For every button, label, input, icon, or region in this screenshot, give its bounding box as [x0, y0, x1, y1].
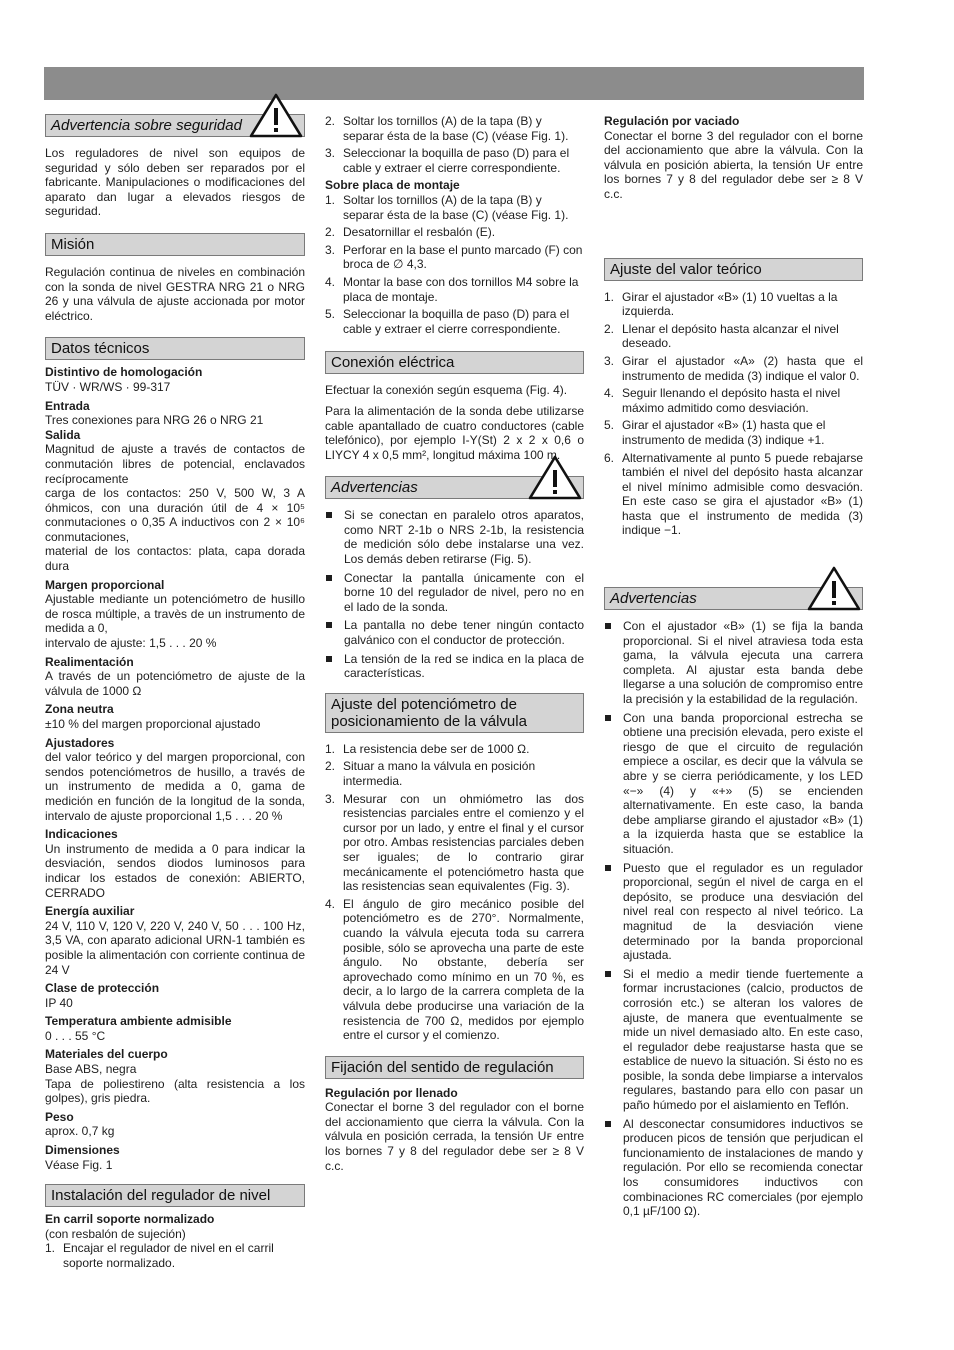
- list-item: 5. Girar el ajustador «B» (1) hasta que el instrumento de medida (3) indique +1.: [604, 418, 826, 447]
- section-heading-install: [45, 1184, 305, 1207]
- warnings-list-2: [604, 619, 863, 1219]
- heading-text: Misión: [51, 235, 95, 253]
- heading-text: Advertencias: [331, 479, 418, 497]
- heading-text: Fijación del sentido de regulación: [331, 1058, 554, 1076]
- list-item: La pantalla no debe tener ningún contacto galvánico con el conductor de protección.: [325, 618, 584, 647]
- heading-text: Advertencias: [610, 590, 697, 608]
- drain-subheading: Regulación por vaciado: [604, 114, 740, 128]
- spec-label: Realimentación: [45, 654, 134, 669]
- section-heading-setpoint: [604, 258, 863, 281]
- list-item: 3. Mesurar con un ohmiómetro las dos resistencias parciales entre el comienzo y el cursor por un lado, y entre el final y el cursor por otro. Ambas resistencias parciales deben ser iguales; de lo contrario girar mecánicamente el potenciómetro hasta que las resistencias sean equivalentes (Fig. 3).: [325, 791, 584, 894]
- spec-label: Temperatura ambiente admisible: [45, 1014, 232, 1029]
- safety-text: Los reguladores de nivel son equipos de seguridad y sólo deben ser reparados por el fabricante. Manipulaciones o modificaciones del aparato dan lugar a elevados riesgos de seguridad.: [45, 146, 305, 219]
- plate-steps: [325, 193, 584, 336]
- heading-text: Datos técnicos: [51, 340, 150, 358]
- list-item: 4. El ángulo de giro mecánico posible del potenciómetro es de 270°. Normalmente, cuando la válvula ejecuta toda su carrera posible, sólo se aprovecha una parte de este ángulo. No obstante, debería ser aprovechado como mínimo en un 70 %, es decir, a lo largo de la carrera completa de la válvula debe producirse una variación de la resistencia de 700 Ω, medidos por ejemplo entre el cursor y el comienzo.: [325, 896, 584, 1043]
- spec-value: Un instrumento de medida a 0 para indicar la desviación, sendos diodos luminosos para indicar los estados de conexión: ABIERTO, CERRADO: [45, 841, 305, 900]
- heading-text: Instalación del regulador de nivel: [51, 1187, 271, 1205]
- install-subheading: En carril soporte normalizado: [45, 1212, 215, 1227]
- list-item: 6. Alternativamente al punto 5 puede rebajarse también el nivel del depósito hasta alcanzar el nivel mínimo admisible como desvación. En este caso se gira el ajustador «B» (1) hasta que el instrumento de medida (3) indique −1.: [604, 450, 863, 538]
- warning-triangle-icon: [806, 565, 862, 611]
- list-item: 2. Soltar los tornillos (A) de la tapa (B) y separar ésta de la base (C) (véase Fig. 1).: [325, 114, 569, 143]
- spec-value: intervalo de ajuste: 1,5 . . . 20 %: [45, 636, 217, 651]
- list-item: 4. Montar la base con dos tornillos M4 sobre la placa de montaje.: [325, 274, 579, 304]
- spec-value: Tapa de poliestireno (alta resistencia a los golpes), gris piedra.: [45, 1076, 305, 1106]
- warning-triangle-icon: [248, 92, 304, 138]
- section-heading-potentiometer: [325, 693, 584, 733]
- section-heading-mission: [45, 233, 305, 256]
- warning-triangle-icon: [527, 454, 583, 500]
- spec-value: Véase Fig. 1: [45, 1157, 113, 1172]
- direction-text: Conectar el borne 3 del regulador con el borne del accionamiento que cierra la válvula. Con la válvula en posición cerrada, la tensión Uꜰ entre los bornes 7 y 8 del regulador debe ser ≥ 8 V c.c.: [325, 1100, 584, 1173]
- heading-text: Ajuste del valor teórico: [610, 260, 762, 278]
- electric-text-2: Para la alimentación de la sonda debe utilizarse cable apantallado de cuatro conductores (cable telefónico), por ejemplo I-Y(St) 2 x 2 x 0,6 o LIYCY 4 x 0,5 mm², longitud máxima 100 m.: [325, 403, 584, 462]
- list-item: 1. Encajar el regulador de nivel en el carril soporte normalizado.: [45, 1241, 274, 1270]
- spec-label: Energía auxiliar: [45, 904, 135, 919]
- list-item: Si se conectan en paralelo otros aparatos, como NRT 2-1b o NRS 2-1b, la resistencia de medición sólo debe instalarse una vez. Los demás deben retirarse (Fig. 5).: [325, 508, 584, 566]
- spec-value: carga de los contactos: 250 V, 500 W, 3 A óhmicos, con una duración útil de 4 × 10⁵ conmutaciones o 0,35 A inductivos con 2 × 10⁶ conmutaciones,: [45, 486, 305, 544]
- spec-label: Dimensiones: [45, 1143, 120, 1158]
- spec-value: Magnitud de ajuste a través de contactos de conmutación libres de potencial, enclavados recíprocamente: [45, 442, 305, 486]
- list-item: 1. Soltar los tornillos (A) de la tapa (B) y separar ésta de la base (C) (véase Fig. 1).: [325, 192, 569, 222]
- list-item: 3. Perforar en la base el punto marcado (F) con broca de ∅ 4,3.: [325, 242, 583, 272]
- potentiometer-steps: [325, 742, 584, 1043]
- list-item: Al desconectar consumidores inductivos se producen picos de tensión que perjudican el funcionamiento de instalaciones de mando y regulación. Por ello se recomienda conectar los consumidores inductivos con combinaciones RC comerciales (por ejemplo 0,1 µF/100 Ω).: [604, 1117, 863, 1219]
- spec-value: del valor teórico y del margen proporcional, con sendos potenciómetros de husillo, a través de un instrumento de medida a 0, gama de medición en función de la longitud de la sonda, intervalo de ajuste proporcional 1,5 . . . 20 %: [45, 750, 305, 823]
- section-heading-tech: [45, 337, 305, 360]
- spec-value: material de los contactos: plata, capa dorada dura: [45, 544, 305, 574]
- section-heading-warnings: [325, 476, 584, 499]
- list-item: 3. Seleccionar la boquilla de paso (D) para el cable y extraer el cierre correspondiente.: [325, 146, 570, 175]
- plate-subheading: Sobre placa de montaje: [325, 178, 460, 193]
- spec-label: Distintivo de homologación: [45, 365, 203, 380]
- spec-label: Indicaciones: [45, 827, 118, 842]
- warnings-list: [325, 508, 584, 681]
- spec-value: 24 V, 110 V, 120 V, 220 V, 240 V, 50 . . . 100 Hz, 3,5 VA, con aparato adicional URN-1 también es posible la alimentación con corriente continua de 24 V: [45, 918, 305, 977]
- column-3: [604, 114, 863, 1223]
- column-2: [325, 114, 584, 1173]
- list-item: 2. Llenar el depósito hasta alcanzar el nivel deseado.: [604, 321, 839, 351]
- spec-label: Materiales del cuerpo: [45, 1047, 168, 1062]
- spec-value: Tres conexiones para NRG 26 o NRG 21: [45, 413, 264, 428]
- heading-text: Conexión eléctrica: [331, 354, 455, 372]
- section-heading-electric: [325, 351, 584, 374]
- mission-text: Regulación continua de niveles en combinación con la sonda de nivel GESTRA NRG 21 o NRG 26 y una válvula de ajuste accionada por motor eléctrico.: [45, 264, 305, 323]
- section-heading-warnings-2: [604, 587, 863, 610]
- spec-label: Ajustadores: [45, 735, 115, 750]
- spec-value: Ajustable mediante un potenciómetro de husillo de rosca múltiple, a travès de un instrumento de medida a 0,: [45, 592, 305, 636]
- spec-label: Peso: [45, 1109, 74, 1124]
- list-item: 2. Situar a mano la válvula en posición intermedia.: [325, 759, 536, 788]
- spec-label: Entrada: [45, 398, 90, 413]
- install-note: (con resbalón de sujeción): [45, 1226, 186, 1241]
- spec-label: Zona neutra: [45, 702, 114, 717]
- electric-text-1: Efectuar la conexión según esquema (Fig. 4).: [325, 383, 568, 398]
- spec-value: Base ABS, negra: [45, 1062, 137, 1077]
- page-header-bar: [44, 67, 864, 100]
- section-heading-safety: [45, 114, 305, 137]
- install-steps: [45, 1241, 305, 1270]
- list-item: Con el ajustador «B» (1) se fija la banda proporcional. Si el nivel atraviesa toda esta gama, la válvula ejecuta una carrera completa. Al ajustar esta banda debe llegarse a una solución de compromiso entre la precisión y la estabilidad de la regulación.: [604, 619, 863, 707]
- list-item: 1. Girar el ajustador «B» (1) 10 vueltas a la izquierda.: [604, 289, 838, 319]
- spec-value: A través de un potenciómetro de ajuste de la válvula de 1000 Ω: [45, 669, 305, 698]
- spec-value: aprox. 0,7 kg: [45, 1124, 115, 1139]
- tech-data-list: [45, 365, 305, 1172]
- list-item: 2. Desatornillar el resbalón (E).: [325, 225, 496, 240]
- list-item: 1. La resistencia debe ser de 1000 Ω.: [325, 741, 530, 756]
- list-item: 5. Seleccionar la boquilla de paso (D) para el cable y extraer el cierre correspondiente.: [325, 307, 570, 336]
- direction-subheading: Regulación por llenado: [325, 1085, 458, 1100]
- list-item: Con una banda proporcional estrecha se obtiene una precisión elevada, pero existe el riesgo de que el circuito de regulación empiece a oscilar, es decir que la válvula se abre y se cierra periódicamente, y los LED «−» (4) y «+» (5) se encienden alternativamente. En este caso, la banda debe ampliarse girando el ajustador «B» (1) a la izquierda hasta que se establice la situación.: [604, 711, 863, 857]
- spec-value: IP 40: [45, 995, 73, 1010]
- spec-label: Salida: [45, 427, 81, 442]
- list-item: 3. Girar el ajustador «A» (2) hasta que el instrumento de medida (3) indique el valor 0.: [604, 353, 863, 383]
- list-item: Si el medio a medir tiende fuertemente a formar incrustaciones (calcio, productos de corrosión etc.) se alteran los valores de ajuste, de manera que eventualmente se mide un nivel demasiado alto. En este caso, el regulador debe reajustarse hasta que se establice de nuevo la situación. Si ésto no es posible, la sonda debe limpiarse a intervalos regulares, bastando para ello con pasar un paño húmedo por el aislamiento en Teflón.: [604, 967, 863, 1113]
- heading-text: Advertencia sobre seguridad: [51, 117, 242, 134]
- spec-value: ±10 % del margen proporcional ajustado: [45, 717, 261, 731]
- section-heading-direction: [325, 1056, 584, 1079]
- spec-label: Clase de protección: [45, 981, 160, 996]
- spec-value: 0 . . . 55 °C: [45, 1028, 106, 1043]
- install-steps-continued: [325, 114, 584, 175]
- spec-label: Margen proporcional: [45, 577, 165, 592]
- spec-value: TÜV · WR/WS · 99-317: [45, 379, 171, 394]
- setpoint-steps: [604, 290, 863, 539]
- list-item: 4. Seguir llenando el depósito hasta el nivel máximo admitido como desviación.: [604, 386, 841, 415]
- drain-text: Conectar el borne 3 del regulador con el borne del accionamiento que abre la válvula. Con la válvula en posición abierta, la tensión Uꜰ entre los bornes 7 y 8 del regulador debe ser ≥ 8 V c.c.: [604, 128, 863, 201]
- list-item: Puesto que el regulador es un regulador proporcional, según el nivel de carga en el depósito, se produce una desviación del nivel real con respecto al nivel teórico. La magnitud de la desviación viene determinado por la banda proporcional ajustada.: [604, 861, 863, 963]
- list-item: La tensión de la red se indica en la placa de características.: [325, 652, 584, 681]
- list-item: Conectar la pantalla únicamente con el borne 10 del regulador de nivel, pero no en el lado de la sonda.: [325, 571, 584, 615]
- column-1: [45, 114, 305, 1274]
- heading-text: Ajuste del potenciómetro de posicionamiento de la válvula: [331, 695, 527, 730]
